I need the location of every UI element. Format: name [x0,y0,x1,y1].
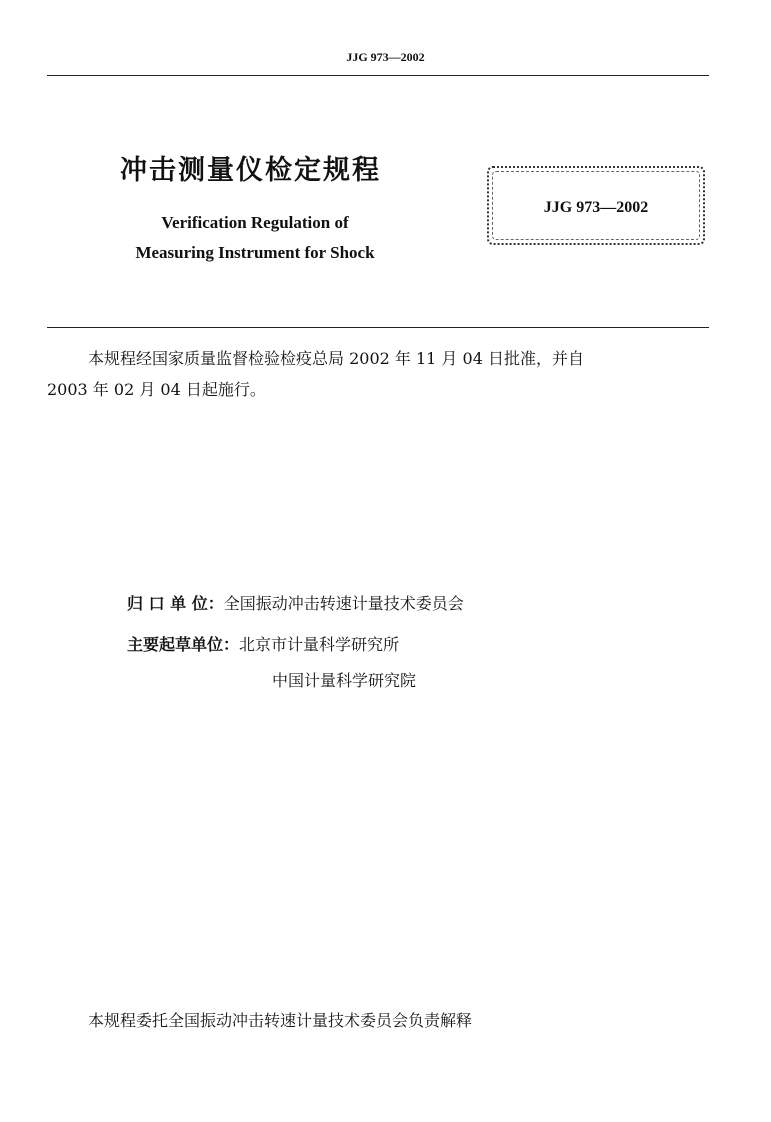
responsible-unit-row [127,591,464,614]
title-english-line-2: Measuring Instrument for Shock [135,243,375,262]
code-box [487,166,705,245]
title-english-line-1: Verification Regulation of [161,213,349,232]
approval-text-line-1: 本规程经国家质量监督检验检疫总局 2002 年 11 月 04 日批准，并自 [88,349,584,368]
responsible-unit-label: 归 口 单 位： [127,594,224,613]
section-divider [47,327,709,328]
code-box-text: JJG 973—2002 [543,199,649,216]
drafting-unit-value-1: 北京市计量科学研究所 [239,635,400,654]
approval-text-line-2: 2003 年 02 月 04 日起施行。 [47,380,266,399]
drafting-unit-label: 主要起草单位： [127,635,240,654]
responsible-unit-value: 全国振动冲击转速计量技术委员会 [223,594,464,613]
header-divider [47,75,709,76]
header-code: JJG 973—2002 [346,50,425,64]
drafting-unit-row [127,632,399,655]
footer-note: 本规程委托全国振动冲击转速计量技术委员会负责解释 [88,1011,473,1030]
title-chinese: 冲击测量仪检定规程 [120,155,381,186]
drafting-unit-value-2: 中国计量科学研究院 [272,671,417,690]
